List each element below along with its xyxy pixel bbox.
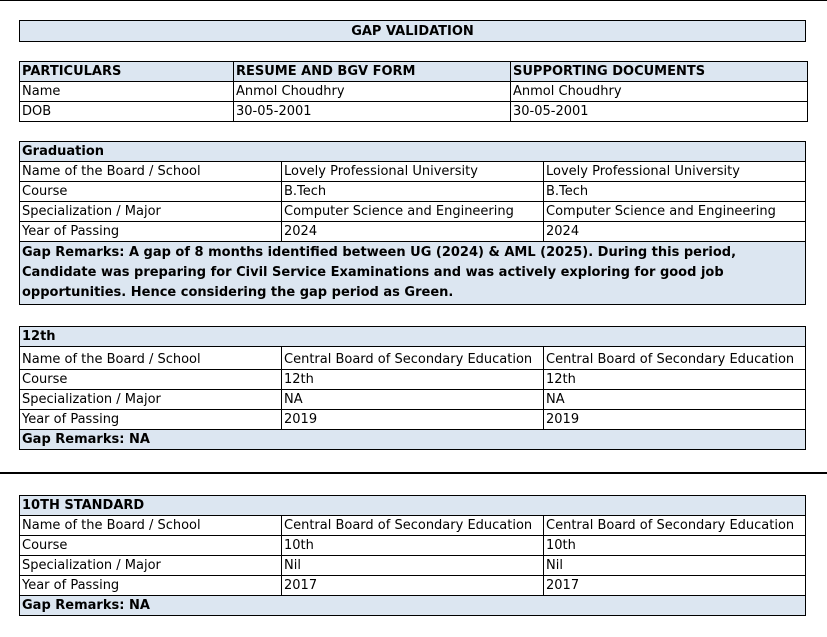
page-break-line: [0, 472, 827, 474]
section-heading: Graduation: [20, 142, 806, 162]
resume-value: 12th: [282, 370, 544, 390]
table-row: [20, 162, 806, 182]
table-row: [20, 390, 806, 410]
particulars-table: [19, 61, 808, 122]
document-value: Central Board of Secondary Education: [544, 516, 806, 536]
document-value: 12th: [544, 370, 806, 390]
document-value: 2024: [544, 222, 806, 242]
document-value: B.Tech: [544, 182, 806, 202]
table-row: [20, 576, 806, 596]
document-value: 2017: [544, 576, 806, 596]
row-label: Course: [20, 370, 282, 390]
table-row: [20, 222, 806, 242]
section-heading: 12th: [20, 327, 806, 347]
row-label: Name of the Board / School: [20, 347, 282, 370]
page-title: GAP VALIDATION: [20, 21, 806, 42]
table-row: [20, 347, 806, 370]
table-row: [20, 82, 808, 102]
resume-value: B.Tech: [282, 182, 544, 202]
header-resume: RESUME AND BGV FORM: [234, 62, 511, 82]
table-row: [20, 202, 806, 222]
row-label: Course: [20, 182, 282, 202]
row-label: Year of Passing: [20, 576, 282, 596]
row-label: Course: [20, 536, 282, 556]
resume-value: 30-05-2001: [234, 102, 511, 122]
document-value: Computer Science and Engineering: [544, 202, 806, 222]
header-row: [20, 62, 808, 82]
table-row: [20, 410, 806, 430]
row-label: Year of Passing: [20, 222, 282, 242]
document-value: Lovely Professional University: [544, 162, 806, 182]
row-label: Name of the Board / School: [20, 516, 282, 536]
gap-remarks: Gap Remarks: A gap of 8 months identified between UG (2024) & AML (2025). During this period, Candidate was preparing for Civil Service Examinations and was actively exploring for good job opportunities. Hence considering the gap period as Green.: [20, 242, 806, 305]
resume-value: Computer Science and Engineering: [282, 202, 544, 222]
row-label: DOB: [20, 102, 234, 122]
document-value: NA: [544, 390, 806, 410]
gap-remarks: Gap Remarks: NA: [20, 596, 806, 616]
row-label: Name of the Board / School: [20, 162, 282, 182]
resume-value: NA: [282, 390, 544, 410]
top-border-line: [0, 0, 827, 1]
header-particulars: PARTICULARS: [20, 62, 234, 82]
document-value: 2019: [544, 410, 806, 430]
document-value: Nil: [544, 556, 806, 576]
header-documents: SUPPORTING DOCUMENTS: [511, 62, 808, 82]
row-label: Specialization / Major: [20, 390, 282, 410]
document-value: Central Board of Secondary Education: [544, 347, 806, 370]
table-row: [20, 536, 806, 556]
resume-value: 2017: [282, 576, 544, 596]
document-value: 10th: [544, 536, 806, 556]
resume-value: Central Board of Secondary Education: [282, 347, 544, 370]
resume-value: Anmol Choudhry: [234, 82, 511, 102]
tenth-table: [19, 495, 806, 616]
resume-value: 10th: [282, 536, 544, 556]
row-label: Name: [20, 82, 234, 102]
row-label: Specialization / Major: [20, 556, 282, 576]
resume-value: 2024: [282, 222, 544, 242]
section-heading: 10TH STANDARD: [20, 496, 806, 516]
resume-value: 2019: [282, 410, 544, 430]
table-row: [20, 182, 806, 202]
table-row: [20, 516, 806, 536]
graduation-table: [19, 141, 806, 305]
table-row: [20, 556, 806, 576]
row-label: Specialization / Major: [20, 202, 282, 222]
document-value: Anmol Choudhry: [511, 82, 808, 102]
document-value: 30-05-2001: [511, 102, 808, 122]
row-label: Year of Passing: [20, 410, 282, 430]
twelfth-table: [19, 326, 806, 450]
resume-value: Central Board of Secondary Education: [282, 516, 544, 536]
resume-value: Lovely Professional University: [282, 162, 544, 182]
resume-value: Nil: [282, 556, 544, 576]
title-table: [19, 20, 806, 42]
table-row: [20, 102, 808, 122]
gap-remarks: Gap Remarks: NA: [20, 430, 806, 450]
table-row: [20, 370, 806, 390]
